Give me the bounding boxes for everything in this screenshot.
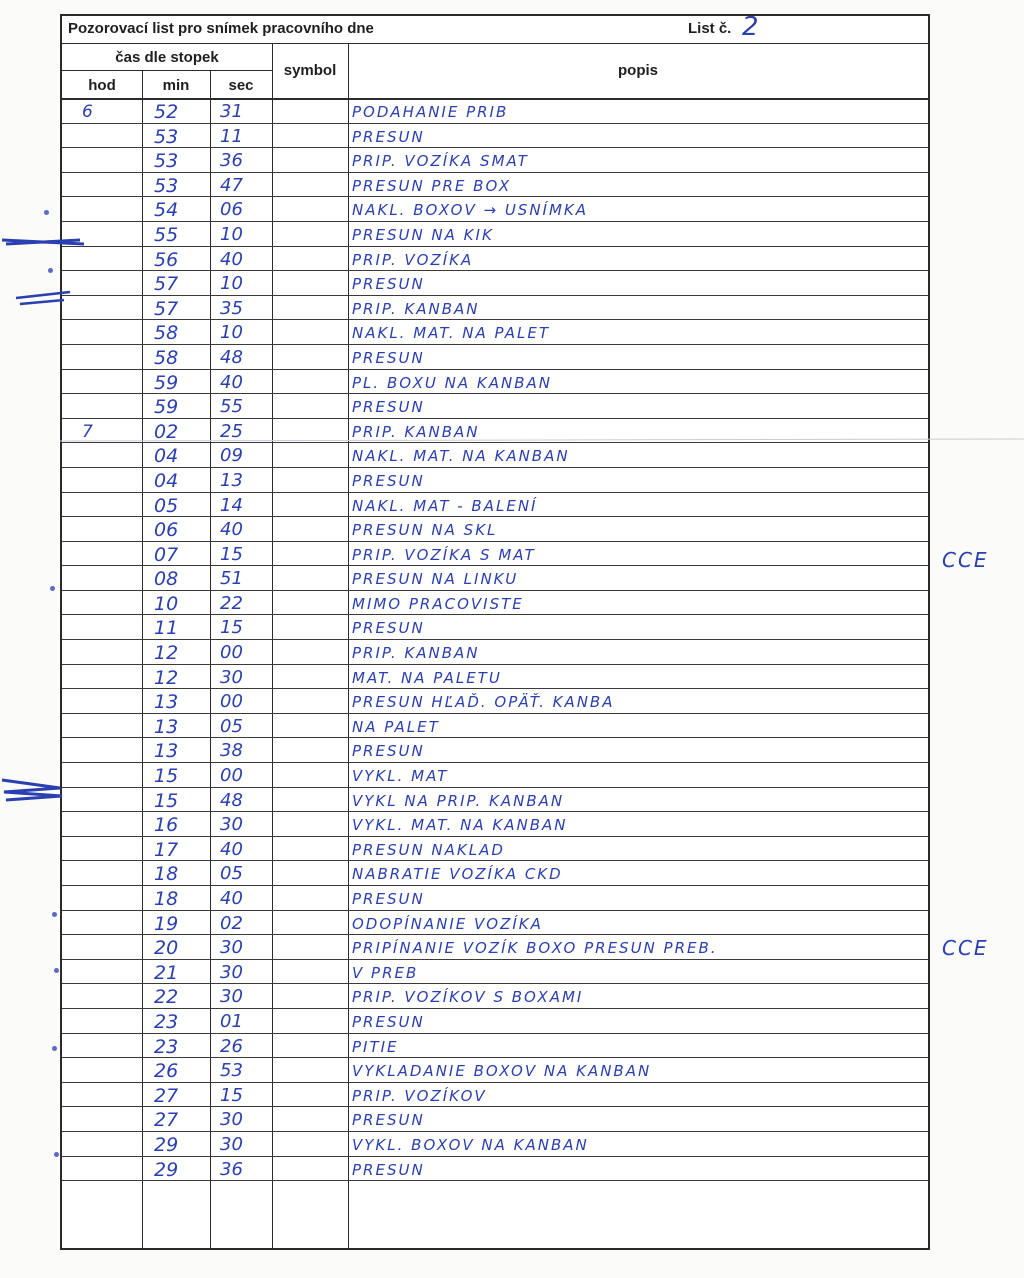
table-row	[62, 271, 928, 296]
hod-cell	[82, 542, 122, 566]
sec-cell: 11	[220, 125, 243, 147]
popis-cell: NA PALET	[352, 717, 440, 736]
table-row	[62, 468, 928, 493]
hod-cell: 6	[82, 102, 93, 122]
popis-cell: PRESUN	[352, 1160, 425, 1179]
margin-dot	[52, 912, 57, 917]
sec-cell: 48	[220, 346, 243, 368]
min-cell: 19	[154, 912, 179, 935]
sec-cell: 36	[220, 1158, 243, 1180]
sec-cell: 13	[220, 469, 243, 491]
table-row	[62, 812, 928, 837]
popis-cell: PRESUN	[352, 1111, 425, 1130]
min-cell: 16	[154, 814, 179, 837]
sec-cell: 55	[220, 396, 243, 418]
margin-note-cce-2: CCE	[942, 936, 989, 960]
sec-header: sec	[228, 77, 254, 94]
popis-cell: NABRATIE VOZÍKA CKD	[352, 865, 563, 884]
table-row	[62, 296, 928, 321]
min-cell: 59	[154, 371, 179, 394]
sec-cell: 05	[220, 715, 243, 737]
sec-cell: 01	[220, 1010, 243, 1032]
table-row	[62, 1107, 928, 1132]
min-cell: 20	[154, 937, 179, 960]
hod-cell	[82, 394, 122, 418]
popis-cell: PL. BOXU NA KANBAN	[352, 373, 552, 392]
hod-cell	[82, 960, 122, 984]
min-cell: 11	[154, 617, 179, 640]
hod-cell	[82, 173, 122, 197]
min-cell: 07	[154, 543, 179, 566]
min-cell: 59	[154, 396, 179, 419]
hod-cell	[82, 763, 122, 787]
hod-cell	[82, 984, 122, 1008]
table-row	[62, 124, 928, 149]
popis-cell: NAKL. MAT. NA KANBAN	[352, 447, 570, 466]
popis-cell: VYKLADANIE BOXOV NA KANBAN	[352, 1062, 652, 1081]
table-row	[62, 911, 928, 936]
table-row	[62, 935, 928, 960]
min-cell: 15	[154, 789, 179, 812]
popis-cell: PRESUN	[352, 471, 425, 490]
popis-cell: PRIP. VOZÍKA S MAT	[352, 545, 536, 564]
sec-cell: 36	[220, 150, 243, 172]
popis-cell: V PREB	[352, 963, 419, 982]
popis-cell: PRESUN NA KIK	[352, 225, 494, 244]
popis-cell: PRESUN	[352, 742, 425, 761]
min-cell: 58	[154, 322, 179, 345]
table-row	[62, 542, 928, 567]
min-cell: 53	[154, 174, 179, 197]
hod-cell	[82, 1157, 122, 1181]
min-cell: 23	[154, 1035, 179, 1058]
popis-cell: MIMO PRACOVISTE	[352, 594, 524, 613]
table-row	[62, 640, 928, 665]
table-row	[62, 222, 928, 247]
table-row	[62, 345, 928, 370]
sec-cell: 05	[220, 863, 243, 885]
min-cell: 52	[154, 101, 179, 123]
sec-cell: 31	[220, 101, 243, 122]
min-cell: 57	[154, 297, 179, 320]
hod-cell	[82, 738, 122, 762]
margin-dot	[54, 1152, 59, 1157]
min-cell: 13	[154, 691, 179, 714]
table-row	[62, 148, 928, 173]
table-row	[62, 738, 928, 763]
table-row	[62, 1083, 928, 1108]
table-row	[62, 1009, 928, 1034]
sec-cell: 40	[220, 838, 243, 860]
table-row	[62, 99, 928, 124]
sec-cell: 10	[220, 223, 243, 245]
popis-cell: PRESUN	[352, 890, 425, 908]
hod-cell	[82, 493, 122, 517]
observation-sheet	[60, 14, 930, 1250]
sec-cell: 00	[220, 765, 243, 787]
sec-cell: 26	[220, 1035, 243, 1057]
hod-cell	[82, 1107, 122, 1131]
sec-cell: 40	[220, 248, 243, 270]
popis-cell: VYKL. BOXOV NA KANBAN	[352, 1135, 589, 1154]
table-row	[62, 886, 928, 911]
table-row	[62, 517, 928, 542]
sec-cell: 30	[220, 961, 243, 983]
hod-cell	[82, 468, 122, 492]
table-row	[62, 960, 928, 985]
hod-cell	[82, 591, 122, 615]
min-cell: 53	[154, 150, 179, 173]
popis-cell: PRESUN NA LINKU	[352, 570, 519, 589]
min-cell: 05	[154, 494, 179, 517]
hod-cell	[82, 812, 122, 836]
sec-cell: 40	[220, 371, 243, 393]
min-cell: 21	[154, 961, 179, 984]
hod-cell	[82, 124, 122, 148]
table-row	[62, 1058, 928, 1083]
symbol-header: symbol	[283, 62, 337, 79]
hod-cell	[82, 197, 122, 221]
min-cell: 17	[154, 838, 179, 861]
min-cell: 29	[154, 1158, 179, 1181]
table-row	[62, 714, 928, 739]
min-cell: 12	[154, 642, 179, 665]
popis-header: popis	[618, 62, 658, 79]
sec-cell: 09	[220, 445, 243, 467]
sec-cell: 14	[220, 494, 243, 516]
popis-cell: VYKL. MAT	[352, 767, 449, 786]
sec-cell: 00	[220, 691, 243, 713]
hod-cell	[82, 689, 122, 713]
popis-cell: MAT. NA PALETU	[352, 668, 502, 687]
min-cell: 13	[154, 740, 179, 763]
table-row	[62, 566, 928, 591]
min-cell: 02	[154, 420, 179, 443]
min-cell: 04	[154, 469, 179, 492]
sec-cell: 15	[220, 1084, 243, 1106]
sec-cell: 15	[220, 543, 243, 565]
min-cell: 26	[154, 1060, 179, 1083]
hod-cell: 7	[82, 421, 93, 442]
table-row	[62, 443, 928, 468]
popis-cell: PRESUN NA SKL	[352, 521, 498, 540]
sec-cell: 35	[220, 297, 243, 319]
table-row	[62, 689, 928, 714]
sheet-title: Pozorovací list pro snímek pracovního dne	[68, 20, 374, 37]
min-cell: 04	[154, 445, 179, 468]
min-cell: 57	[154, 273, 179, 296]
min-cell: 06	[154, 519, 179, 542]
sec-cell: 02	[220, 912, 243, 934]
min-cell: 13	[154, 715, 179, 738]
sec-cell: 25	[220, 420, 243, 442]
table-row	[62, 247, 928, 272]
min-cell: 55	[154, 223, 179, 246]
popis-cell: PRIPÍNANIE VOZÍK BOXO PRESUN PREB.	[352, 939, 718, 958]
sec-cell: 22	[220, 592, 243, 614]
hod-cell	[82, 443, 122, 467]
table-row	[62, 197, 928, 222]
hod-cell	[82, 345, 122, 369]
hod-cell	[82, 861, 122, 885]
table-row	[62, 861, 928, 886]
margin-scribble	[0, 774, 70, 804]
popis-cell: PRESUN	[352, 275, 425, 294]
hod-cell	[82, 566, 122, 590]
table-row	[62, 1034, 928, 1059]
margin-note-cce-1: CCE	[942, 548, 989, 572]
popis-cell: PRESUN HĽAĎ. OPÄŤ. KANBA	[352, 693, 615, 712]
table-row	[62, 788, 928, 813]
table-row	[62, 984, 928, 1009]
hod-cell	[82, 640, 122, 664]
popis-cell: PRESUN	[352, 1012, 425, 1031]
table-row	[62, 493, 928, 518]
hod-cell	[82, 788, 122, 812]
popis-cell: PRIP. VOZÍKA SMAT	[352, 152, 529, 171]
sec-cell: 30	[220, 986, 243, 1008]
table-row	[62, 320, 928, 345]
hod-cell	[82, 886, 122, 910]
header-sub-divider	[62, 70, 272, 71]
popis-cell: PITIE	[352, 1037, 399, 1056]
margin-dot	[50, 586, 55, 591]
sec-cell: 30	[220, 814, 243, 836]
list-number: 2	[742, 12, 759, 42]
min-cell: 56	[154, 248, 179, 271]
min-cell: 10	[154, 592, 179, 615]
min-cell: 27	[154, 1109, 179, 1132]
paper-fold-line	[0, 436, 1024, 446]
popis-cell: PRESUN	[352, 619, 425, 638]
popis-cell: NAKL. MAT. NA PALET	[352, 324, 551, 343]
hod-cell	[82, 665, 122, 689]
table-row	[62, 370, 928, 395]
margin-dot	[52, 1046, 57, 1051]
list-label: List č.	[688, 20, 732, 37]
popis-cell: PRIP. VOZÍKA	[352, 250, 474, 269]
table-row	[62, 763, 928, 788]
min-cell: 53	[154, 125, 179, 148]
table-row	[62, 1132, 928, 1157]
sec-cell: 47	[220, 174, 243, 196]
sec-cell: 30	[220, 937, 243, 959]
sec-cell: 40	[220, 888, 243, 909]
table-row	[62, 173, 928, 198]
hod-cell	[82, 1034, 122, 1058]
sec-cell: 06	[220, 199, 243, 221]
min-cell: 15	[154, 765, 179, 788]
time-group-header: čas dle stopek	[115, 49, 219, 66]
popis-cell: PRIP. VOZÍKOV S BOXAMI	[352, 988, 584, 1007]
min-cell: 29	[154, 1133, 179, 1156]
popis-cell: PODAHANIE PRIB	[352, 103, 509, 121]
popis-cell: PRESUN	[352, 348, 425, 367]
hod-cell	[82, 517, 122, 541]
popis-cell: PRIP. KANBAN	[352, 644, 480, 663]
hod-cell	[82, 1083, 122, 1107]
hod-cell	[82, 1132, 122, 1156]
sec-cell: 30	[220, 1109, 243, 1131]
hod-cell	[82, 615, 122, 639]
sec-cell: 10	[220, 322, 243, 344]
sec-cell: 53	[220, 1060, 243, 1082]
popis-cell: PRIP. KANBAN	[352, 422, 480, 441]
table-row	[62, 591, 928, 616]
popis-cell: VYKL. MAT. NA KANBAN	[352, 816, 568, 835]
hod-cell	[82, 320, 122, 344]
popis-cell: NAKL. MAT - BALENÍ	[352, 496, 538, 515]
min-cell: 18	[154, 888, 179, 910]
hod-cell	[82, 370, 122, 394]
popis-cell: PRIP. KANBAN	[352, 299, 480, 318]
sec-cell: 40	[220, 519, 243, 541]
sec-cell: 10	[220, 273, 243, 295]
popis-cell: PRESUN	[352, 127, 425, 146]
min-cell: 18	[154, 863, 179, 886]
table-row	[62, 665, 928, 690]
table-row	[62, 394, 928, 419]
sec-cell: 30	[220, 1133, 243, 1155]
popis-cell: PRESUN PRE BOX	[352, 176, 512, 195]
min-cell: 54	[154, 199, 179, 222]
popis-cell: PRESUN NAKLAD	[352, 840, 505, 859]
min-cell: 58	[154, 346, 179, 369]
min-header: min	[162, 77, 190, 94]
min-cell: 08	[154, 568, 179, 591]
margin-dot	[54, 968, 59, 973]
sec-cell: 48	[220, 789, 243, 811]
sec-cell: 30	[220, 666, 243, 688]
margin-dot	[44, 210, 49, 215]
popis-cell: PRIP. VOZÍKOV	[352, 1086, 487, 1105]
table-row	[62, 1157, 928, 1182]
sec-cell: 38	[220, 740, 243, 762]
hod-cell	[82, 714, 122, 738]
table-row	[62, 615, 928, 640]
hod-cell	[82, 911, 122, 935]
hod-cell	[82, 1058, 122, 1082]
hod-cell	[82, 837, 122, 861]
margin-scribble	[0, 230, 90, 320]
sec-cell: 51	[220, 568, 243, 590]
table-row	[62, 837, 928, 862]
popis-cell: ODOPÍNANIE VOZÍKA	[352, 914, 543, 933]
hod-cell	[82, 1009, 122, 1033]
hod-cell	[82, 148, 122, 172]
sec-cell: 15	[220, 617, 243, 639]
min-cell: 23	[154, 1010, 179, 1033]
hod-header: hod	[88, 77, 116, 94]
min-cell: 27	[154, 1084, 179, 1107]
popis-cell: PRESUN	[352, 398, 425, 417]
observation-rows	[62, 99, 928, 1181]
min-cell: 12	[154, 666, 179, 689]
title-row	[62, 12, 928, 44]
min-cell: 22	[154, 986, 179, 1009]
hod-cell	[82, 935, 122, 959]
popis-cell: VYKL NA PRIP. KANBAN	[352, 791, 565, 810]
popis-cell: NAKL. BOXOV → USNÍMKA	[352, 201, 589, 220]
sec-cell: 00	[220, 642, 243, 664]
